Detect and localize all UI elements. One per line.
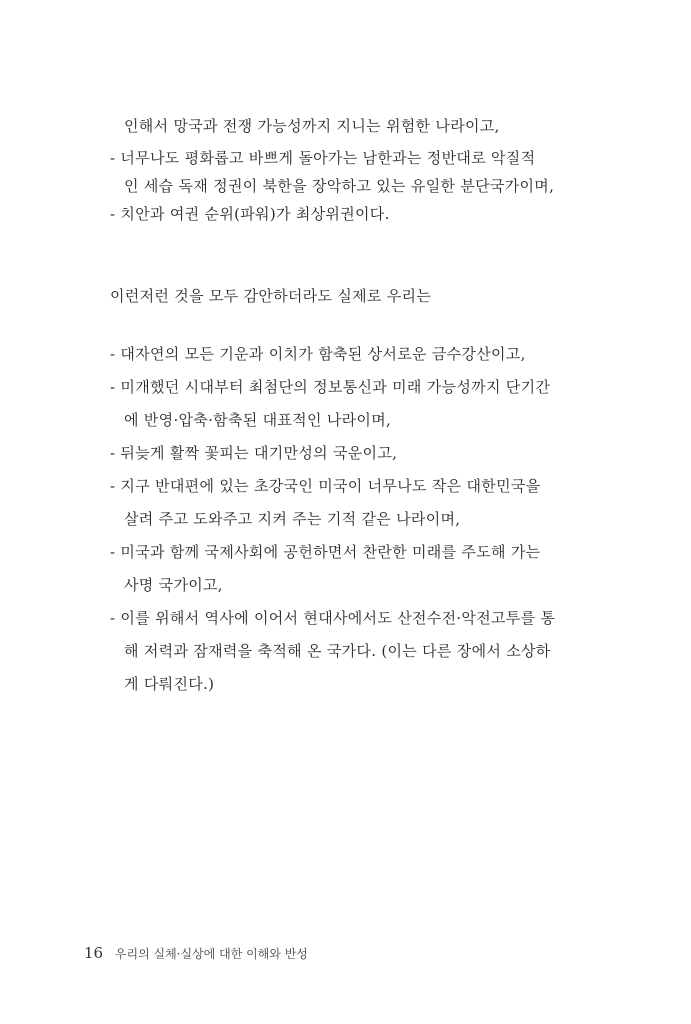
text-line: 에 반영·압축·함축된 대표적인 나라이며,: [124, 411, 392, 429]
text-section-2: [110, 340, 580, 703]
page-number: 16: [84, 944, 104, 962]
intro-line: 이런저런 것을 모두 감안하더라도 실제로 우리는: [110, 287, 432, 305]
list-item: - 이를 위해서 역사에 이어서 현대사에서도 산전수전·악전고투를 통: [110, 609, 556, 627]
list-item: - 미개했던 시대부터 최첨단의 정보통신과 미래 가능성까지 단기간: [110, 378, 551, 396]
running-title: 우리의 실체·실상에 대한 이해와 반성: [114, 947, 308, 961]
list-item: - 뒤늦게 활짝 꽃피는 대기만성의 국운이고,: [110, 444, 398, 462]
text-line: 게 다뤄진다.): [124, 675, 215, 693]
text-line: 살려 주고 도와주고 지켜 주는 기적 같은 나라이며,: [124, 510, 461, 528]
text-section-1: [110, 112, 580, 228]
text-line: 해 저력과 잠재력을 축적해 온 국가다. (이는 다른 장에서 소상하: [124, 642, 551, 660]
text-line: 사명 국가이고,: [124, 576, 223, 594]
page-footer: [84, 944, 308, 962]
list-item: - 지구 반대편에 있는 초강국인 미국이 너무나도 작은 대한민국을: [110, 477, 541, 495]
text-line: 인 세습 독재 정권이 북한을 장악하고 있는 유일한 분단국가이며,: [124, 177, 555, 195]
list-item: - 대자연의 모든 기운과 이치가 함축된 상서로운 금수강산이고,: [110, 345, 526, 363]
intro-paragraph: [110, 282, 580, 310]
list-item: - 너무나도 평화롭고 바쁘게 돌아가는 남한과는 정반대로 악질적: [110, 149, 536, 167]
list-item: - 미국과 함께 국제사회에 공헌하면서 찬란한 미래를 주도해 가는: [110, 543, 541, 561]
text-line: 인해서 망국과 전쟁 가능성까지 지니는 위험한 나라이고,: [124, 117, 500, 135]
list-item: - 치안과 여권 순위(파워)가 최상위권이다.: [110, 205, 390, 223]
